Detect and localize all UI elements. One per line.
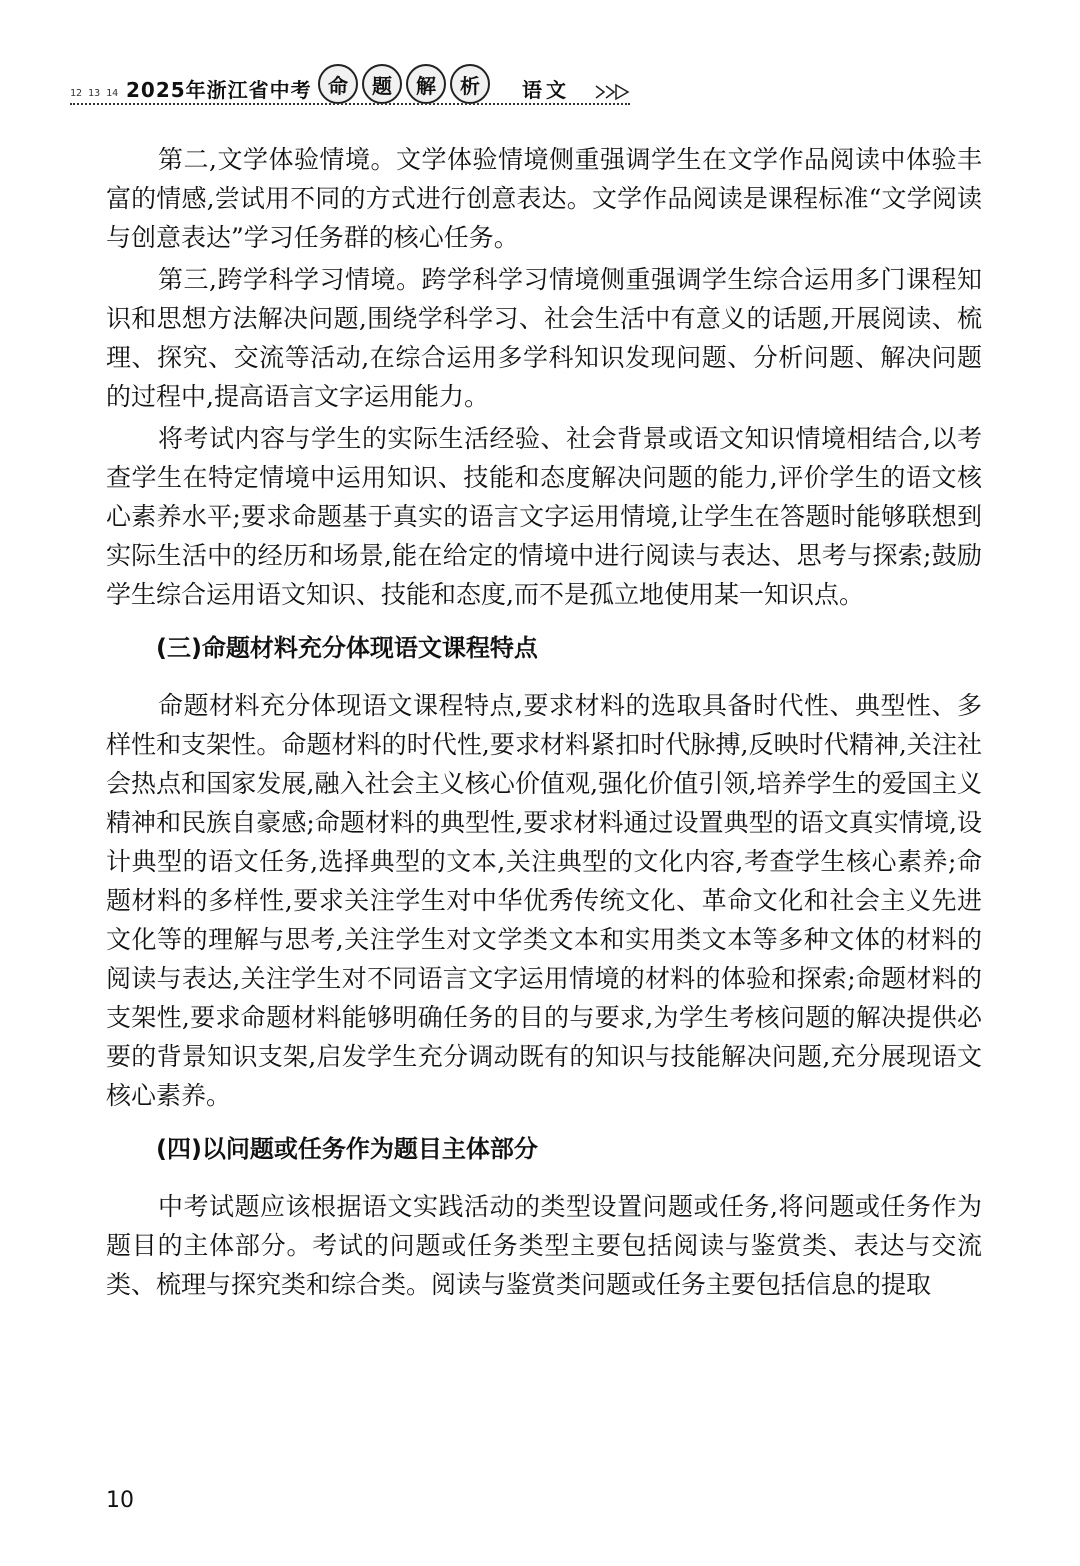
arrow-right-icon <box>594 83 634 101</box>
paragraph: 将考试内容与学生的实际生活经验、社会背景或语文知识情境相结合,以考查学生在特定情境中运用知识、技能和态度解决问题的能力,评价学生的语文核心素养水平;要求命题基于真实的语言文字运用情境,让学生在答题时能够联想到实际生活中的经历和场景,能在给定的情境中进行阅读与表达、思考与探索;鼓励学生综合运用语文知识、技能和态度,而不是孤立地使用某一知识点。 <box>106 424 982 609</box>
title-badge: 析 <box>450 64 490 104</box>
paragraph: 中考试题应该根据语文实践活动的类型设置问题或任务,将问题或任务作为题目的主体部分。考试的问题或任务类型主要包括阅读与鉴赏类、表达与交流类、梳理与探究类和综合类。阅读与鉴赏类问题或任务主要包括信息的提取 <box>106 1192 982 1299</box>
header-dotted-rule <box>70 103 630 105</box>
title-badge: 题 <box>362 64 402 104</box>
paragraph: 命题材料充分体现语文课程特点,要求材料的选取具备时代性、典型性、多样性和支架性。命题材料的时代性,要求材料紧扣时代脉搏,反映时代精神,关注社会热点和国家发展,融入社会主义核心价值观,强化价值引领,培养学生的爱国主义精神和民族自豪感;命题材料的典型性,要求材料通过设置典型的语文真实情境,设计典型的语文任务,选择典型的文本,关注典型的文化内容,考查学生核心素养;命题材料的多样性,要求关注学生对中华优秀传统文化、革命文化和社会主义先进文化等的理解与思考,关注学生对文学类文本和实用类文本等多种文体的材料的阅读与表达,关注学生对不同语言文字运用情境的材料的体验和探索;命题材料的支架性,要求命题材料能够明确任务的目的与要求,为学生考核问题的解决提供必要的背景知识支架,启发学生充分调动既有的知识与技能解决问题,充分展现语文核心素养。 <box>106 691 982 1110</box>
paragraph: 第二,文学体验情境。文学体验情境侧重强调学生在文学作品阅读中体验丰富的情感,尝试用不同的方式进行创意表达。文学作品阅读是课程标准“文学阅读与创意表达”学习任务群的核心任务。 <box>106 145 982 252</box>
header-subject: 语文 <box>522 78 570 102</box>
page-header <box>70 60 1010 110</box>
header-title-badges <box>318 64 494 104</box>
page-number: 10 <box>106 1488 134 1513</box>
header-corner-mark: 12 13 14 <box>70 88 119 99</box>
header-title-prefix: 2025年浙江省中考 <box>126 78 312 102</box>
title-badge: 命 <box>318 64 358 104</box>
paragraph: 第三,跨学科学习情境。跨学科学习情境侧重强调学生综合运用多门课程知识和思想方法解决问题,围绕学科学习、社会生活中有意义的话题,开展阅读、梳理、探究、交流等活动,在综合运用多学科知识发现问题、分析问题、解决问题的过程中,提高语言文字运用能力。 <box>106 265 982 411</box>
title-badge: 解 <box>406 64 446 104</box>
section-heading: (三)命题材料充分体现语文课程特点 <box>156 634 538 662</box>
section-heading: (四)以问题或任务作为题目主体部分 <box>156 1135 538 1163</box>
page-body <box>106 140 982 1307</box>
